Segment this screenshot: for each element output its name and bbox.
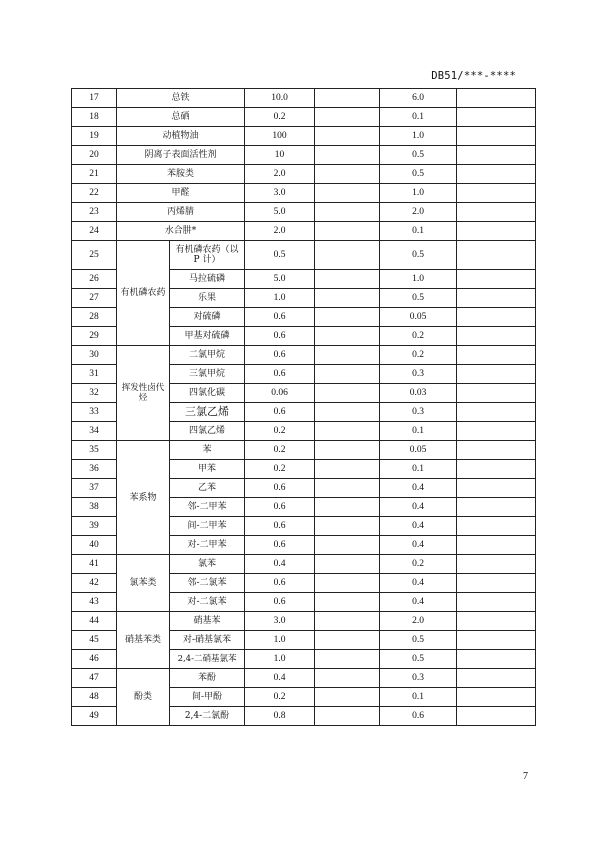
empty-cell [315, 498, 380, 517]
limit-value-2: 0.4 [380, 498, 457, 517]
pollutant-name: 对-二甲苯 [170, 536, 245, 555]
table-row [72, 222, 536, 241]
limit-value-2: 2.0 [380, 203, 457, 222]
empty-cell [315, 365, 380, 384]
empty-cell [315, 612, 380, 631]
row-number: 37 [72, 479, 117, 498]
pollutant-name: 乐果 [170, 289, 245, 308]
pollutant-name: 苯胺类 [117, 165, 245, 184]
group-name: 酚类 [117, 669, 170, 726]
limit-value-1: 1.0 [245, 289, 315, 308]
table-row [72, 555, 536, 574]
row-number: 44 [72, 612, 117, 631]
empty-cell [315, 270, 380, 289]
empty-cell [315, 89, 380, 108]
pollutant-name: 对-硝基氯苯 [170, 631, 245, 650]
pollutant-name: 四氯化碳 [170, 384, 245, 403]
row-number: 46 [72, 650, 117, 669]
empty-cell [315, 707, 380, 726]
limit-value-1: 0.2 [245, 441, 315, 460]
table-row [72, 203, 536, 222]
empty-cell [457, 498, 536, 517]
empty-cell [457, 327, 536, 346]
document-code: DB51/***-**** [431, 70, 516, 82]
limit-value-2: 6.0 [380, 89, 457, 108]
row-number: 19 [72, 127, 117, 146]
pollutant-name: 四氯乙烯 [170, 422, 245, 441]
empty-cell [315, 631, 380, 650]
limit-value-1: 0.8 [245, 707, 315, 726]
empty-cell [457, 289, 536, 308]
empty-cell [315, 479, 380, 498]
limit-value-2: 0.3 [380, 669, 457, 688]
empty-cell [457, 165, 536, 184]
limit-value-1: 0.6 [245, 498, 315, 517]
limit-value-2: 0.5 [380, 165, 457, 184]
limit-value-1: 5.0 [245, 270, 315, 289]
empty-cell [315, 555, 380, 574]
pollutant-name: 2,4-二硝基氯苯 [170, 650, 245, 669]
row-number: 28 [72, 308, 117, 327]
limit-value-1: 0.6 [245, 403, 315, 422]
row-number: 49 [72, 707, 117, 726]
limit-value-1: 2.0 [245, 222, 315, 241]
group-name: 硝基苯类 [117, 612, 170, 669]
pollutant-name: 马拉硫磷 [170, 270, 245, 289]
empty-cell [315, 222, 380, 241]
empty-cell [315, 422, 380, 441]
row-number: 21 [72, 165, 117, 184]
row-number: 30 [72, 346, 117, 365]
row-number: 26 [72, 270, 117, 289]
limit-value-1: 0.6 [245, 574, 315, 593]
limit-value-1: 0.6 [245, 479, 315, 498]
limit-value-1: 3.0 [245, 184, 315, 203]
empty-cell [315, 108, 380, 127]
table-row [72, 612, 536, 631]
empty-cell [457, 441, 536, 460]
limit-value-1: 0.4 [245, 555, 315, 574]
limit-value-2: 1.0 [380, 127, 457, 146]
empty-cell [457, 184, 536, 203]
limit-value-1: 0.4 [245, 669, 315, 688]
table-row [72, 241, 536, 270]
pollutant-name: 间-二甲苯 [170, 517, 245, 536]
empty-cell [315, 650, 380, 669]
empty-cell [457, 403, 536, 422]
limit-value-2: 0.3 [380, 365, 457, 384]
empty-cell [457, 593, 536, 612]
page-number: 7 [523, 771, 528, 782]
limit-value-2: 0.05 [380, 441, 457, 460]
limit-value-1: 10.0 [245, 89, 315, 108]
table-row [72, 441, 536, 460]
empty-cell [315, 327, 380, 346]
limit-value-1: 1.0 [245, 650, 315, 669]
row-number: 42 [72, 574, 117, 593]
row-number: 36 [72, 460, 117, 479]
empty-cell [457, 270, 536, 289]
limit-value-2: 0.4 [380, 517, 457, 536]
group-name: 苯系物 [117, 441, 170, 555]
pollutant-name: 甲醛 [117, 184, 245, 203]
limit-value-2: 0.4 [380, 536, 457, 555]
empty-cell [315, 165, 380, 184]
row-number: 24 [72, 222, 117, 241]
pollutant-name: 对-二氯苯 [170, 593, 245, 612]
pollutant-name: 邻-二甲苯 [170, 498, 245, 517]
limit-value-1: 3.0 [245, 612, 315, 631]
limit-value-2: 1.0 [380, 184, 457, 203]
row-number: 34 [72, 422, 117, 441]
empty-cell [457, 241, 536, 270]
limit-value-1: 0.2 [245, 422, 315, 441]
pollutant-name: 氯苯 [170, 555, 245, 574]
empty-cell [315, 441, 380, 460]
empty-cell [315, 346, 380, 365]
empty-cell [315, 241, 380, 270]
pollutant-name: 间-甲酚 [170, 688, 245, 707]
limit-value-1: 5.0 [245, 203, 315, 222]
limit-value-2: 0.5 [380, 650, 457, 669]
row-number: 23 [72, 203, 117, 222]
limit-value-1: 100 [245, 127, 315, 146]
row-number: 41 [72, 555, 117, 574]
empty-cell [457, 127, 536, 146]
row-number: 20 [72, 146, 117, 165]
empty-cell [457, 89, 536, 108]
empty-cell [315, 184, 380, 203]
empty-cell [457, 460, 536, 479]
empty-cell [315, 203, 380, 222]
empty-cell [457, 517, 536, 536]
empty-cell [315, 536, 380, 555]
limit-value-2: 0.2 [380, 327, 457, 346]
pollutant-name: 甲基对硫磷 [170, 327, 245, 346]
table-row [72, 89, 536, 108]
group-name: 有机磷农药 [117, 241, 170, 346]
empty-cell [457, 222, 536, 241]
pollutant-name: 硝基苯 [170, 612, 245, 631]
row-number: 39 [72, 517, 117, 536]
empty-cell [315, 403, 380, 422]
limit-value-2: 0.2 [380, 555, 457, 574]
limit-value-1: 0.5 [245, 241, 315, 270]
limit-value-1: 0.6 [245, 593, 315, 612]
pollutant-name: 对硫磷 [170, 308, 245, 327]
row-number: 17 [72, 89, 117, 108]
empty-cell [457, 422, 536, 441]
limit-value-2: 0.1 [380, 422, 457, 441]
limit-value-1: 1.0 [245, 631, 315, 650]
empty-cell [457, 146, 536, 165]
empty-cell [457, 308, 536, 327]
pollutant-name: 三氯甲烷 [170, 365, 245, 384]
table-row [72, 108, 536, 127]
limit-value-1: 0.2 [245, 108, 315, 127]
row-number: 32 [72, 384, 117, 403]
limit-value-1: 0.06 [245, 384, 315, 403]
limit-value-2: 0.4 [380, 479, 457, 498]
limit-value-1: 0.6 [245, 536, 315, 555]
row-number: 33 [72, 403, 117, 422]
limit-value-2: 0.3 [380, 403, 457, 422]
empty-cell [457, 203, 536, 222]
limit-value-1: 0.6 [245, 346, 315, 365]
pollutant-name: 动植物油 [117, 127, 245, 146]
empty-cell [315, 308, 380, 327]
table-row [72, 127, 536, 146]
pollutant-name: 总铁 [117, 89, 245, 108]
limit-value-2: 0.5 [380, 146, 457, 165]
empty-cell [457, 574, 536, 593]
group-name: 挥发性卤代烃 [117, 346, 170, 441]
limit-value-2: 0.4 [380, 593, 457, 612]
limit-value-1: 0.6 [245, 308, 315, 327]
empty-cell [315, 384, 380, 403]
limit-value-1: 0.6 [245, 365, 315, 384]
row-number: 29 [72, 327, 117, 346]
row-number: 35 [72, 441, 117, 460]
pollutant-name: 苯酚 [170, 669, 245, 688]
limit-value-2: 0.1 [380, 688, 457, 707]
limit-value-2: 0.5 [380, 241, 457, 270]
pollutant-name: 水合肼* [117, 222, 245, 241]
limit-value-1: 2.0 [245, 165, 315, 184]
empty-cell [315, 460, 380, 479]
limit-value-2: 0.5 [380, 289, 457, 308]
limit-value-1: 10 [245, 146, 315, 165]
limit-value-2: 0.2 [380, 346, 457, 365]
pollutant-name: 甲苯 [170, 460, 245, 479]
row-number: 45 [72, 631, 117, 650]
empty-cell [457, 479, 536, 498]
row-number: 47 [72, 669, 117, 688]
limit-value-2: 2.0 [380, 612, 457, 631]
empty-cell [315, 669, 380, 688]
limit-value-2: 0.5 [380, 631, 457, 650]
pollutant-name: 二氯甲烷 [170, 346, 245, 365]
empty-cell [315, 688, 380, 707]
pollutant-name: 丙烯腈 [117, 203, 245, 222]
empty-cell [457, 365, 536, 384]
limit-value-2: 0.03 [380, 384, 457, 403]
row-number: 18 [72, 108, 117, 127]
empty-cell [457, 707, 536, 726]
row-number: 27 [72, 289, 117, 308]
empty-cell [457, 669, 536, 688]
limit-value-2: 0.1 [380, 222, 457, 241]
row-number: 40 [72, 536, 117, 555]
pollutant-name: 总硒 [117, 108, 245, 127]
group-name: 氯苯类 [117, 555, 170, 612]
pollutant-name: 邻-二氯苯 [170, 574, 245, 593]
table-row [72, 146, 536, 165]
limit-value-2: 0.1 [380, 108, 457, 127]
empty-cell [457, 536, 536, 555]
limit-value-1: 0.6 [245, 517, 315, 536]
row-number: 25 [72, 241, 117, 270]
pollutant-name: 有机磷农药（以 P 计） [170, 241, 245, 270]
empty-cell [315, 574, 380, 593]
empty-cell [457, 384, 536, 403]
empty-cell [315, 127, 380, 146]
table-row [72, 346, 536, 365]
pollutant-name: 三氯乙烯 [170, 403, 245, 422]
pollutant-name: 阴离子表面活性剂 [117, 146, 245, 165]
table-row [72, 184, 536, 203]
empty-cell [457, 346, 536, 365]
limit-value-1: 0.6 [245, 327, 315, 346]
row-number: 31 [72, 365, 117, 384]
limit-value-1: 0.2 [245, 688, 315, 707]
limit-value-2: 0.6 [380, 707, 457, 726]
limit-value-2: 0.4 [380, 574, 457, 593]
row-number: 48 [72, 688, 117, 707]
empty-cell [457, 631, 536, 650]
pollutant-name: 2,4-二氯酚 [170, 707, 245, 726]
limit-value-2: 0.1 [380, 460, 457, 479]
empty-cell [457, 688, 536, 707]
row-number: 43 [72, 593, 117, 612]
pollutant-name: 乙苯 [170, 479, 245, 498]
empty-cell [457, 108, 536, 127]
limit-value-2: 1.0 [380, 270, 457, 289]
limit-value-1: 0.2 [245, 460, 315, 479]
row-number: 38 [72, 498, 117, 517]
empty-cell [457, 650, 536, 669]
pollutant-limits-table [71, 88, 536, 726]
table-row [72, 165, 536, 184]
empty-cell [457, 555, 536, 574]
empty-cell [315, 593, 380, 612]
empty-cell [457, 612, 536, 631]
empty-cell [315, 146, 380, 165]
row-number: 22 [72, 184, 117, 203]
pollutant-name: 苯 [170, 441, 245, 460]
table-row [72, 669, 536, 688]
limit-value-2: 0.05 [380, 308, 457, 327]
empty-cell [315, 517, 380, 536]
empty-cell [315, 289, 380, 308]
